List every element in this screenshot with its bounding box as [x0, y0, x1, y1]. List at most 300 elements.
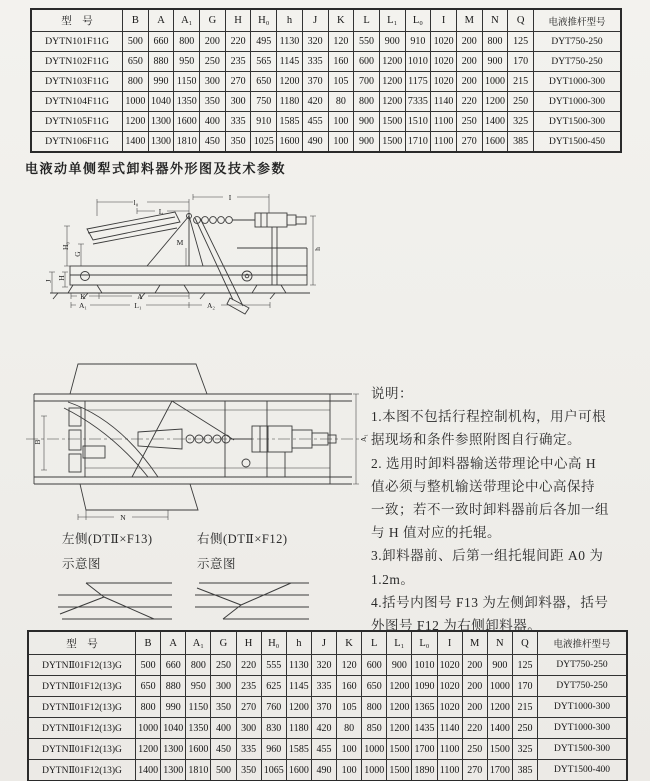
table-cell: 200 — [456, 72, 482, 92]
table-cell: 1000 — [482, 72, 508, 92]
table-cell: 990 — [148, 72, 174, 92]
table-cell: 750 — [251, 92, 277, 112]
table-cell: 1600 — [286, 760, 311, 781]
schematic-right-subtitle: 示意图 — [197, 557, 237, 571]
table-cell: 1510 — [405, 112, 431, 132]
spec-table-bottom — [27, 630, 628, 781]
table-cell: 600 — [362, 655, 387, 676]
table-row — [28, 655, 627, 676]
table-cell: 1175 — [405, 72, 431, 92]
table-cell: DYT1000-300 — [534, 92, 622, 112]
notes-line: 据现场和条件参照附图自行确定。 — [371, 432, 581, 448]
table-cell: DYT1500-300 — [534, 112, 622, 132]
table-row — [31, 52, 621, 72]
table-cell: 325 — [508, 112, 534, 132]
table-cell: 1130 — [286, 655, 311, 676]
table-cell: 1200 — [379, 52, 405, 72]
table-cell: 850 — [362, 718, 387, 739]
table-row — [31, 112, 621, 132]
table-cell: 160 — [328, 52, 354, 72]
table-cell: 1200 — [482, 92, 508, 112]
column-header: K — [337, 631, 362, 655]
table-cell: DYTNⅡ01F12(13)G — [28, 718, 136, 739]
table-cell: 1020 — [431, 52, 457, 72]
table-cell: 215 — [512, 697, 537, 718]
notes-line: 2. 选用时卸料器输送带理论中心高 H — [371, 455, 597, 471]
table-cell: DYT1500-400 — [538, 760, 628, 781]
table-cell: 170 — [512, 676, 537, 697]
table-cell: 1350 — [186, 718, 211, 739]
schematic-right-title: 右侧(DTⅡ×F12) — [197, 532, 288, 546]
table-cell: 1350 — [174, 92, 200, 112]
table-cell: 900 — [354, 132, 380, 153]
dim-label-l0: l₀ — [133, 198, 139, 207]
table-cell: DYTNⅡ01F12(13)G — [28, 655, 136, 676]
column-header: Q — [508, 9, 534, 32]
table-cell: 455 — [302, 112, 328, 132]
table-cell: DYT750-250 — [534, 52, 622, 72]
table-cell: 950 — [186, 676, 211, 697]
table-cell: 1400 — [487, 718, 512, 739]
table-cell: 490 — [302, 132, 328, 153]
table-cell: 1000 — [136, 718, 161, 739]
table-cell: 1100 — [431, 112, 457, 132]
table-cell: 325 — [512, 739, 537, 760]
table-cell: 800 — [123, 72, 149, 92]
column-header: 电液推杆型号 — [538, 631, 628, 655]
table-row — [31, 32, 621, 52]
column-header: I — [431, 9, 457, 32]
column-header: L₁ — [387, 631, 412, 655]
table-cell: 200 — [200, 32, 226, 52]
column-header: Q — [512, 631, 537, 655]
notes-line: 1.本图不包括行程控制机构，用户可根 — [371, 409, 607, 425]
table-cell: 450 — [211, 739, 236, 760]
column-header: M — [462, 631, 487, 655]
notes-line: 一致；若不一致时卸料器前后各加一组 — [371, 502, 609, 518]
table-cell: 335 — [302, 52, 328, 72]
table-row — [28, 718, 627, 739]
table-row — [31, 132, 621, 153]
table-cell: 1300 — [148, 112, 174, 132]
table-cell: 1180 — [277, 92, 303, 112]
column-header: L — [362, 631, 387, 655]
table-cell: 660 — [161, 655, 186, 676]
table-cell: 300 — [225, 92, 251, 112]
column-header: I — [437, 631, 462, 655]
column-header: K — [328, 9, 354, 32]
table-cell: 1140 — [431, 92, 457, 112]
table-cell: 250 — [456, 112, 482, 132]
table-cell: 1000 — [362, 760, 387, 781]
schematic-left-diagram — [56, 576, 176, 626]
table-cell: 105 — [328, 72, 354, 92]
table-cell: 1600 — [186, 739, 211, 760]
schematic-left-title: 左侧(DTⅡ×F13) — [62, 532, 153, 546]
schematic-left-subtitle: 示意图 — [62, 557, 102, 571]
dim-label-h: h — [313, 247, 322, 251]
table-cell: 1040 — [161, 718, 186, 739]
table-cell: DYT1000-300 — [534, 72, 622, 92]
table-cell: 120 — [328, 32, 354, 52]
table-cell: 1140 — [437, 718, 462, 739]
plan-view-structure — [26, 364, 360, 510]
table-cell: 385 — [508, 132, 534, 153]
table-cell: 420 — [302, 92, 328, 112]
dim-label-A1: A₁ — [78, 301, 88, 310]
table-cell: 500 — [123, 32, 149, 52]
table-cell: 1300 — [148, 132, 174, 153]
table-cell: 250 — [462, 739, 487, 760]
column-header: A₁ — [174, 9, 200, 32]
table-cell: 800 — [136, 697, 161, 718]
table-cell: 100 — [328, 132, 354, 153]
table-cell: 1500 — [379, 132, 405, 153]
dim-label-B: B — [33, 439, 42, 445]
table-cell: 880 — [161, 676, 186, 697]
table-cell: 105 — [337, 697, 362, 718]
table-cell: 250 — [211, 655, 236, 676]
dimension-labels — [44, 193, 322, 310]
table-cell: 350 — [236, 760, 261, 781]
dim-label-H: H — [57, 275, 66, 281]
notes-block — [371, 382, 639, 637]
table-cell: 650 — [136, 676, 161, 697]
table-cell: 125 — [508, 32, 534, 52]
dimension-lines — [49, 194, 316, 308]
table-cell: 625 — [261, 676, 286, 697]
table-cell: 1200 — [387, 718, 412, 739]
section-title: 电液动单侧犁式卸料器外形图及技术参数 — [25, 161, 287, 176]
dim-label-K: K — [80, 292, 86, 301]
table-cell: DYTN101F11G — [31, 32, 123, 52]
table-cell: 100 — [337, 739, 362, 760]
table-row — [31, 72, 621, 92]
table-cell: 1300 — [161, 760, 186, 781]
column-header: G — [211, 631, 236, 655]
table-cell: 1600 — [277, 132, 303, 153]
table-cell: 300 — [236, 718, 261, 739]
table-cell: 1020 — [437, 655, 462, 676]
table-cell: 250 — [200, 52, 226, 72]
table-cell: DYTN102F11G — [31, 52, 123, 72]
table-cell: 1810 — [186, 760, 211, 781]
table-cell: 270 — [236, 697, 261, 718]
table-cell: 100 — [337, 760, 362, 781]
notes-line: 值必须与整机输送带理论中心高保持 — [371, 478, 595, 494]
table-cell: 385 — [512, 760, 537, 781]
table-cell: 350 — [200, 92, 226, 112]
table-row — [28, 676, 627, 697]
table-cell: 565 — [251, 52, 277, 72]
table-cell: DYT1500-300 — [538, 739, 628, 760]
table-cell: 650 — [251, 72, 277, 92]
column-header: 型 号 — [28, 631, 136, 655]
table-cell: 160 — [337, 676, 362, 697]
spec-table-top — [30, 8, 622, 153]
column-header: N — [482, 9, 508, 32]
dim-label-M: M — [176, 238, 184, 247]
table-cell: 910 — [405, 32, 431, 52]
table-cell: 215 — [508, 72, 534, 92]
table-cell: 420 — [311, 718, 336, 739]
column-header: h — [277, 9, 303, 32]
table-cell: 1600 — [482, 132, 508, 153]
table-cell: 80 — [328, 92, 354, 112]
table-cell: 120 — [337, 655, 362, 676]
table-cell: 900 — [387, 655, 412, 676]
column-header: A — [148, 9, 174, 32]
table-cell: 220 — [236, 655, 261, 676]
table-cell: 1150 — [186, 697, 211, 718]
table-row — [31, 92, 621, 112]
table-cell: 300 — [200, 72, 226, 92]
table-cell: 990 — [161, 697, 186, 718]
table-cell: DYT1000-300 — [538, 697, 628, 718]
table-cell: 370 — [302, 72, 328, 92]
table-cell: 910 — [251, 112, 277, 132]
table-cell: 1100 — [431, 132, 457, 153]
table-cell: 1200 — [487, 697, 512, 718]
table-cell: 1700 — [412, 739, 437, 760]
column-header: A — [161, 631, 186, 655]
table-cell: 660 — [148, 32, 174, 52]
table-cell: 320 — [311, 655, 336, 676]
table-cell: 900 — [482, 52, 508, 72]
table-cell: 220 — [462, 718, 487, 739]
table-cell: 500 — [136, 655, 161, 676]
table-cell: 235 — [236, 676, 261, 697]
table-cell: 1000 — [123, 92, 149, 112]
table-cell: 1020 — [437, 676, 462, 697]
table-cell: 1145 — [286, 676, 311, 697]
table-cell: 1585 — [277, 112, 303, 132]
table-cell: 495 — [251, 32, 277, 52]
column-header: A₁ — [186, 631, 211, 655]
dim-label-A2: A₂ — [206, 301, 216, 310]
table-cell: 1150 — [174, 72, 200, 92]
dim-label-I: I — [228, 193, 232, 202]
table-cell: 1500 — [379, 112, 405, 132]
table-cell: 1010 — [405, 52, 431, 72]
table-cell: 900 — [379, 32, 405, 52]
table-cell: 320 — [302, 32, 328, 52]
column-header: N — [487, 631, 512, 655]
table-cell: 1145 — [277, 52, 303, 72]
table-cell: 1200 — [379, 72, 405, 92]
notes-line: 外图号 F12 为右侧卸料器。 — [371, 618, 542, 634]
table-cell: 800 — [186, 655, 211, 676]
table-cell: 7335 — [405, 92, 431, 112]
table-cell: 270 — [225, 72, 251, 92]
table-cell: 170 — [508, 52, 534, 72]
table-cell: 800 — [354, 92, 380, 112]
table-cell: 350 — [211, 697, 236, 718]
column-header: L — [354, 9, 380, 32]
table-cell: 490 — [311, 760, 336, 781]
dim-label-J: J — [44, 279, 53, 283]
column-header: L₁ — [379, 9, 405, 32]
side-view-structure — [50, 212, 310, 314]
table-cell: DYT1000-300 — [538, 718, 628, 739]
table-cell: 800 — [174, 32, 200, 52]
table-cell: 270 — [462, 760, 487, 781]
table-cell: 1400 — [482, 112, 508, 132]
column-header: h — [286, 631, 311, 655]
column-header: H — [225, 9, 251, 32]
table-cell: 1400 — [123, 132, 149, 153]
table-cell: DYT750-250 — [538, 655, 628, 676]
dim-label-L: L — [158, 207, 164, 216]
table-cell: 1180 — [286, 718, 311, 739]
dim-label-L1: L₁ — [134, 301, 142, 310]
table-cell: 1300 — [161, 739, 186, 760]
side-view-drawing — [25, 186, 327, 326]
table-cell: 335 — [311, 676, 336, 697]
dim-label-G: G — [73, 251, 82, 257]
dim-label-A: A — [137, 292, 143, 301]
notes-title: 说明： — [371, 386, 413, 401]
notes-line: 1.2m。 — [371, 571, 415, 587]
table-cell: 700 — [354, 72, 380, 92]
table-cell: 80 — [337, 718, 362, 739]
table-cell: 200 — [462, 655, 487, 676]
table-cell: 1810 — [174, 132, 200, 153]
table-cell: 350 — [225, 132, 251, 153]
table-cell: 880 — [148, 52, 174, 72]
column-header: B — [136, 631, 161, 655]
table-cell: 1200 — [136, 739, 161, 760]
column-header: L₀ — [405, 9, 431, 32]
column-header: L₀ — [412, 631, 437, 655]
column-header: G — [200, 9, 226, 32]
table-cell: DYTN106F11G — [31, 132, 123, 153]
table-cell: DYT750-250 — [538, 676, 628, 697]
table-cell: 220 — [225, 32, 251, 52]
table-cell: 555 — [261, 655, 286, 676]
table-cell: 1020 — [431, 72, 457, 92]
table-cell: 760 — [261, 697, 286, 718]
table-cell: DYT1500-450 — [534, 132, 622, 153]
table-cell: 200 — [456, 52, 482, 72]
table-cell: 400 — [200, 112, 226, 132]
column-header: J — [302, 9, 328, 32]
table-cell: DYTN105F11G — [31, 112, 123, 132]
table-row — [28, 739, 627, 760]
table-cell: 1090 — [412, 676, 437, 697]
table-cell: DYTN103F11G — [31, 72, 123, 92]
table-cell: 830 — [261, 718, 286, 739]
column-header: H₀ — [251, 9, 277, 32]
table-cell: 1020 — [431, 32, 457, 52]
notes-line: 4.括号内图号 F13 为左侧卸料器，括号 — [371, 594, 609, 610]
table-cell: 1500 — [387, 739, 412, 760]
table-cell: 1130 — [277, 32, 303, 52]
column-header: H — [236, 631, 261, 655]
table-cell: 125 — [512, 655, 537, 676]
table-cell: 1200 — [387, 697, 412, 718]
column-header: J — [311, 631, 336, 655]
table-cell: 270 — [456, 132, 482, 153]
table-cell: 1000 — [487, 676, 512, 697]
table-cell: 200 — [462, 676, 487, 697]
column-header: M — [456, 9, 482, 32]
table-cell: 1020 — [437, 697, 462, 718]
table-cell: 1200 — [123, 112, 149, 132]
table-cell: DYTNⅡ01F12(13)G — [28, 760, 136, 781]
table-cell: 335 — [236, 739, 261, 760]
table-cell: 370 — [311, 697, 336, 718]
table-cell: 250 — [512, 718, 537, 739]
table-cell: 400 — [211, 718, 236, 739]
table-cell: 1200 — [379, 92, 405, 112]
table-cell: 650 — [123, 52, 149, 72]
table-cell: 455 — [311, 739, 336, 760]
table-cell: 1000 — [362, 739, 387, 760]
table-cell: 1890 — [412, 760, 437, 781]
table-cell: 1100 — [437, 760, 462, 781]
table-cell: 1710 — [405, 132, 431, 153]
plan-dimension-lines — [41, 394, 359, 520]
table-cell: 1500 — [387, 760, 412, 781]
table-cell: 1365 — [412, 697, 437, 718]
table-cell: 900 — [487, 655, 512, 676]
table-cell: 1040 — [148, 92, 174, 112]
dim-label-A1-plan: A₁ — [359, 433, 368, 443]
column-header: 型 号 — [31, 9, 123, 32]
table-cell: 1585 — [286, 739, 311, 760]
table-cell: 200 — [462, 697, 487, 718]
table-cell: 1200 — [286, 697, 311, 718]
table-cell: 200 — [456, 32, 482, 52]
table-cell: 1200 — [277, 72, 303, 92]
table-cell: 220 — [456, 92, 482, 112]
dim-label-H0: H₀ — [61, 241, 70, 251]
table-cell: 1065 — [261, 760, 286, 781]
table-cell: 1100 — [437, 739, 462, 760]
table-cell: 1010 — [412, 655, 437, 676]
table-cell: 950 — [174, 52, 200, 72]
table-cell: 1600 — [174, 112, 200, 132]
table-cell: 550 — [354, 32, 380, 52]
table-cell: DYTNⅡ01F12(13)G — [28, 697, 136, 718]
table-cell: DYTNⅡ01F12(13)G — [28, 739, 136, 760]
notes-line: 与 H 值对应的托辊。 — [371, 525, 501, 541]
column-header: 电液推杆型号 — [534, 9, 622, 32]
table-cell: 100 — [328, 112, 354, 132]
table-cell: 300 — [211, 676, 236, 697]
table-cell: DYTN104F11G — [31, 92, 123, 112]
plan-view-drawing — [20, 358, 368, 528]
table-cell: 1025 — [251, 132, 277, 153]
table-cell: 500 — [211, 760, 236, 781]
table-cell: 960 — [261, 739, 286, 760]
table-cell: 1200 — [387, 676, 412, 697]
notes-line: 3.卸料器前、后第一组托辊间距 A0 为 — [371, 548, 604, 564]
table-cell: 800 — [482, 32, 508, 52]
table-cell: 600 — [354, 52, 380, 72]
table-cell: 335 — [225, 112, 251, 132]
column-header: B — [123, 9, 149, 32]
table-cell: 1700 — [487, 760, 512, 781]
table-cell: 800 — [362, 697, 387, 718]
table-cell: 1500 — [487, 739, 512, 760]
table-cell: 250 — [508, 92, 534, 112]
table-cell: 235 — [225, 52, 251, 72]
table-cell: 650 — [362, 676, 387, 697]
schematic-right-diagram — [193, 576, 313, 626]
dim-label-N: N — [120, 513, 126, 522]
